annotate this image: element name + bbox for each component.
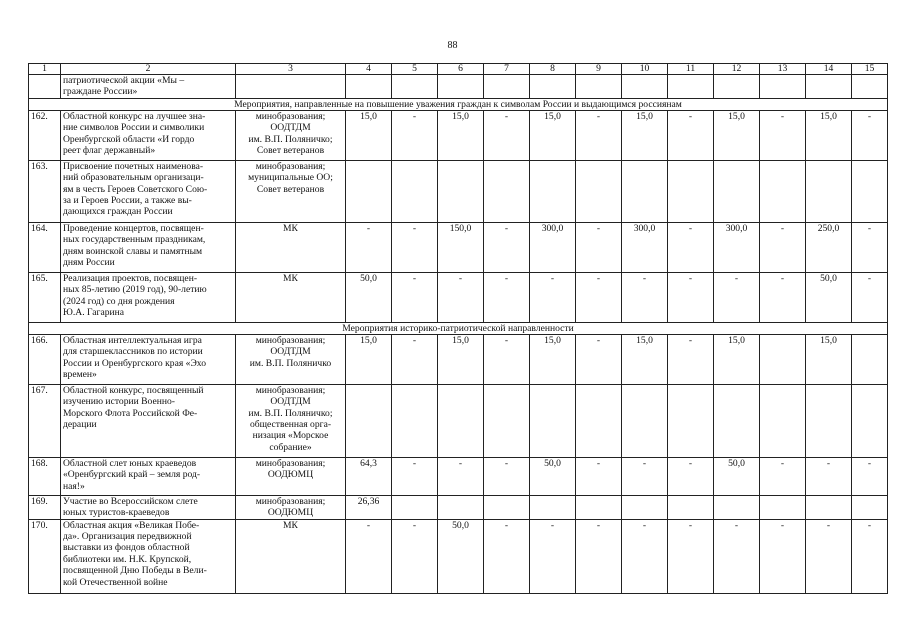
- value-cell: [714, 495, 760, 519]
- value-cell: [668, 75, 714, 99]
- column-number: 14: [806, 64, 852, 75]
- value-cell: [668, 384, 714, 457]
- activity-name: Присвоение почетных наименова- ний образовательным организаци- ям в честь Героев Советского Сою- за и Героев России, а также вы- дающихся граждан России: [61, 160, 236, 222]
- value-cell: 15,0: [346, 110, 392, 160]
- executor: МК: [236, 519, 346, 593]
- activity-name: Областная акция «Великая Побе- да». Организация передвижной выставки из фондов областной библиотеки им. Н.К. Крупской, посвященной Дню Победы в Вели- кой Отечественной войне: [61, 519, 236, 593]
- value-cell: -: [392, 334, 438, 384]
- value-cell: [346, 75, 392, 99]
- column-number-row: [29, 64, 888, 75]
- value-cell: [438, 160, 484, 222]
- value-cell: [576, 495, 622, 519]
- value-cell: [392, 384, 438, 457]
- table-row: [29, 222, 888, 272]
- executor: минобразования; ООДТДМ им. В.П. Поляничко; общественная орга- низация «Морское собрание»: [236, 384, 346, 457]
- column-number: 15: [852, 64, 888, 75]
- value-cell: 15,0: [346, 334, 392, 384]
- value-cell: 15,0: [622, 334, 668, 384]
- value-cell: -: [760, 457, 806, 495]
- activity-name: Областная интеллектуальная игра для старшеклассников по истории России и Оренбургского края «Эхо времен»: [61, 334, 236, 384]
- value-cell: -: [760, 222, 806, 272]
- row-number: 163.: [29, 160, 61, 222]
- section-title: Мероприятия, направленные на повышение уважения граждан к символам России и выдающимся россиянам: [29, 98, 888, 110]
- column-number: 9: [576, 64, 622, 75]
- value-cell: [852, 384, 888, 457]
- table-row: [29, 110, 888, 160]
- value-cell: -: [714, 519, 760, 593]
- value-cell: [806, 160, 852, 222]
- value-cell: -: [484, 519, 530, 593]
- value-cell: [760, 160, 806, 222]
- section-header-row: [29, 98, 888, 110]
- value-cell: 300,0: [714, 222, 760, 272]
- value-cell: -: [392, 222, 438, 272]
- value-cell: [852, 495, 888, 519]
- value-cell: [806, 384, 852, 457]
- value-cell: -: [714, 272, 760, 322]
- value-cell: -: [438, 457, 484, 495]
- value-cell: 15,0: [530, 110, 576, 160]
- value-cell: -: [484, 222, 530, 272]
- value-cell: [668, 160, 714, 222]
- value-cell: -: [668, 272, 714, 322]
- value-cell: -: [576, 519, 622, 593]
- value-cell: 64,3: [346, 457, 392, 495]
- value-cell: [576, 75, 622, 99]
- value-cell: -: [668, 222, 714, 272]
- column-number: 10: [622, 64, 668, 75]
- value-cell: 26,36: [346, 495, 392, 519]
- page-number: 88: [447, 40, 458, 51]
- value-cell: -: [392, 457, 438, 495]
- column-number: 1: [29, 64, 61, 75]
- value-cell: [806, 75, 852, 99]
- value-cell: -: [622, 457, 668, 495]
- value-cell: -: [760, 519, 806, 593]
- plan-table: [28, 63, 888, 594]
- column-number: 5: [392, 64, 438, 75]
- value-cell: -: [852, 457, 888, 495]
- value-cell: 15,0: [438, 334, 484, 384]
- value-cell: -: [852, 222, 888, 272]
- value-cell: 15,0: [714, 334, 760, 384]
- executor: минобразования; муниципальные ОО; Совет ветеранов: [236, 160, 346, 222]
- value-cell: 300,0: [530, 222, 576, 272]
- activity-name: Областной слет юных краеведов «Оренбургский край – земля род- ная!»: [61, 457, 236, 495]
- section-title: Мероприятия историко-патриотической направленности: [29, 322, 888, 334]
- row-number: [29, 75, 61, 99]
- value-cell: [852, 75, 888, 99]
- value-cell: -: [576, 110, 622, 160]
- value-cell: 15,0: [622, 110, 668, 160]
- row-number: 170.: [29, 519, 61, 593]
- value-cell: -: [392, 110, 438, 160]
- value-cell: -: [576, 334, 622, 384]
- table-row: [29, 495, 888, 519]
- value-cell: [668, 495, 714, 519]
- value-cell: -: [806, 457, 852, 495]
- value-cell: -: [760, 110, 806, 160]
- activity-name: Областной конкурс, посвященный изучению истории Военно- Морского Флота Российской Фе- дерации: [61, 384, 236, 457]
- column-number: 8: [530, 64, 576, 75]
- value-cell: [530, 160, 576, 222]
- value-cell: [852, 334, 888, 384]
- value-cell: -: [852, 110, 888, 160]
- value-cell: [530, 495, 576, 519]
- value-cell: 50,0: [346, 272, 392, 322]
- value-cell: [760, 384, 806, 457]
- row-number: 162.: [29, 110, 61, 160]
- value-cell: [760, 495, 806, 519]
- value-cell: [392, 495, 438, 519]
- value-cell: [622, 384, 668, 457]
- value-cell: [346, 384, 392, 457]
- value-cell: 15,0: [438, 110, 484, 160]
- value-cell: -: [852, 272, 888, 322]
- value-cell: -: [530, 272, 576, 322]
- table-row: [29, 75, 888, 99]
- value-cell: -: [760, 272, 806, 322]
- value-cell: -: [392, 519, 438, 593]
- executor: минобразования; ООДТДМ им. В.П. Поляничко; Совет ветеранов: [236, 110, 346, 160]
- section-header-row: [29, 322, 888, 334]
- value-cell: 15,0: [806, 334, 852, 384]
- value-cell: [760, 334, 806, 384]
- value-cell: -: [484, 272, 530, 322]
- row-number: 165.: [29, 272, 61, 322]
- value-cell: -: [576, 272, 622, 322]
- value-cell: [622, 160, 668, 222]
- value-cell: 50,0: [806, 272, 852, 322]
- value-cell: [530, 75, 576, 99]
- value-cell: [392, 75, 438, 99]
- value-cell: -: [438, 272, 484, 322]
- value-cell: [806, 495, 852, 519]
- table-row: [29, 384, 888, 457]
- value-cell: [530, 384, 576, 457]
- value-cell: [622, 75, 668, 99]
- column-number: 11: [668, 64, 714, 75]
- value-cell: [714, 384, 760, 457]
- value-cell: 15,0: [530, 334, 576, 384]
- table-row: [29, 457, 888, 495]
- table-row: [29, 519, 888, 593]
- row-number: 167.: [29, 384, 61, 457]
- value-cell: 15,0: [806, 110, 852, 160]
- value-cell: [438, 384, 484, 457]
- value-cell: [760, 75, 806, 99]
- value-cell: -: [668, 110, 714, 160]
- executor: МК: [236, 222, 346, 272]
- value-cell: [852, 160, 888, 222]
- executor: минобразования; ООДЮМЦ: [236, 495, 346, 519]
- value-cell: [346, 160, 392, 222]
- value-cell: 50,0: [438, 519, 484, 593]
- value-cell: 15,0: [714, 110, 760, 160]
- value-cell: [622, 495, 668, 519]
- value-cell: [438, 495, 484, 519]
- value-cell: 150,0: [438, 222, 484, 272]
- executor: [236, 75, 346, 99]
- value-cell: -: [346, 222, 392, 272]
- column-number: 6: [438, 64, 484, 75]
- value-cell: -: [576, 222, 622, 272]
- value-cell: 250,0: [806, 222, 852, 272]
- value-cell: -: [668, 457, 714, 495]
- row-number: 168.: [29, 457, 61, 495]
- activity-name: Областной конкурс на лучшее зна- ние символов России и символики Оренбургской области «И гордо реет флаг державный»: [61, 110, 236, 160]
- column-number: 7: [484, 64, 530, 75]
- table-row: [29, 160, 888, 222]
- value-cell: [576, 160, 622, 222]
- value-cell: -: [852, 519, 888, 593]
- value-cell: -: [346, 519, 392, 593]
- value-cell: [714, 160, 760, 222]
- column-number: 13: [760, 64, 806, 75]
- value-cell: -: [530, 519, 576, 593]
- value-cell: -: [484, 110, 530, 160]
- value-cell: -: [576, 457, 622, 495]
- value-cell: -: [484, 334, 530, 384]
- column-number: 12: [714, 64, 760, 75]
- activity-name: патриотической акции «Мы – граждане России»: [61, 75, 236, 99]
- value-cell: -: [484, 457, 530, 495]
- row-number: 169.: [29, 495, 61, 519]
- executor: минобразования; ООДТДМ им. В.П. Поляничко: [236, 334, 346, 384]
- row-number: 166.: [29, 334, 61, 384]
- value-cell: -: [622, 519, 668, 593]
- activity-name: Реализация проектов, посвящен- ных 85-летию (2019 год), 90-летию (2024 год) со дня рождения Ю.А. Гагарина: [61, 272, 236, 322]
- row-number: 164.: [29, 222, 61, 272]
- column-number: 2: [61, 64, 236, 75]
- value-cell: -: [668, 334, 714, 384]
- value-cell: -: [392, 272, 438, 322]
- value-cell: [484, 160, 530, 222]
- value-cell: [576, 384, 622, 457]
- activity-name: Участие во Всероссийском слете юных туристов-краеведов: [61, 495, 236, 519]
- value-cell: [484, 495, 530, 519]
- value-cell: [714, 75, 760, 99]
- table-row: [29, 334, 888, 384]
- table-row: [29, 272, 888, 322]
- column-number: 4: [346, 64, 392, 75]
- value-cell: 50,0: [530, 457, 576, 495]
- value-cell: [392, 160, 438, 222]
- value-cell: [484, 384, 530, 457]
- value-cell: 300,0: [622, 222, 668, 272]
- activity-name: Проведение концертов, посвящен- ных государственным праздникам, дням воинской славы и памятным дням России: [61, 222, 236, 272]
- value-cell: 50,0: [714, 457, 760, 495]
- value-cell: -: [806, 519, 852, 593]
- value-cell: -: [622, 272, 668, 322]
- value-cell: [438, 75, 484, 99]
- value-cell: -: [668, 519, 714, 593]
- executor: минобразования; ООДЮМЦ: [236, 457, 346, 495]
- executor: МК: [236, 272, 346, 322]
- column-number: 3: [236, 64, 346, 75]
- value-cell: [484, 75, 530, 99]
